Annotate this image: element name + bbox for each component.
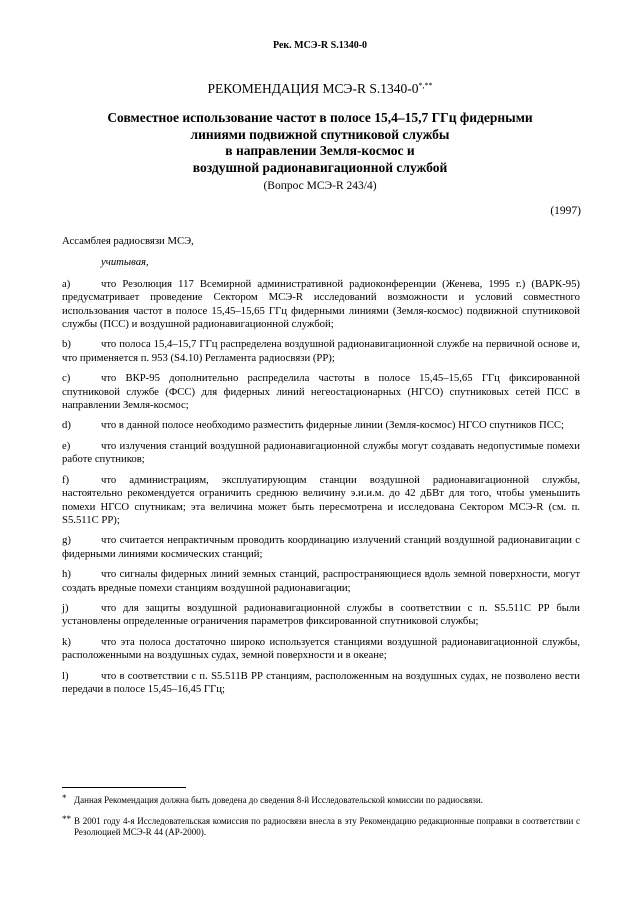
item-text: что для защиты воздушной радионавигационной службы в соответствии с п. S5.511C РР были установлены определенные ограничения параметров фиксированной спутниковой службы; [62,601,580,628]
year: (1997) [550,205,581,217]
considering-items [62,278,580,697]
item-letter: d) [62,419,71,432]
item-text: что сигналы фидерных линий земных станций, распространяющиеся вдоль земной поверхности, могут создать вредные помехи станциям воздушной радионавигации; [62,568,580,594]
considering-item [62,534,580,561]
considering-item [62,568,580,595]
item-letter: l) [62,669,69,682]
footnote-text: Данная Рекомендация должна быть доведена до сведения 8-й Исследовательской комиссии по радиосвязи. [74,795,483,805]
considering-item [62,338,580,365]
considering-heading: учитывая, [101,256,149,269]
question-reference: (Вопрос МСЭ-R 243/4) [263,180,377,192]
item-letter: h) [62,568,71,581]
item-text: что ВКР-95 дополнительно распределила частоты в полосе 15,45–15,65 ГГц фиксированной спутниковой службе (ФСС) для фидерных линий негеостационарных (НГСО) спутниковых сетей ПСС в направлении Земля-космос; [62,372,580,412]
main-title-line: линиями подвижной спутниковой службы [190,126,450,142]
considering-item [62,440,580,467]
item-letter: e) [62,439,71,452]
considering-item [62,602,580,629]
footnote-marks: *,** [418,81,433,90]
considering-item [62,670,580,697]
recommendation-title-text: РЕКОМЕНДАЦИЯ МСЭ-R S.1340-0 [207,81,419,96]
item-text: что считается непрактичным проводить координацию излучений станций воздушной радионавигации с фидерными линиями космических станций; [62,534,580,560]
item-text: что Резолюция 117 Всемирной административной радиоконференции (Женева, 1995 г.) (ВАРК-95) предусматривает проведение Сектором МСЭ-R исследований возможности и условий совместного использования частот в полосе 15,45–15,65 ГГц фидерными линиями (Земля-космос) подвижной спутниковой службы (ПСС) и воздушной радионавигационной службой; [62,277,580,331]
considering-item [62,419,580,432]
item-letter: j) [62,601,69,614]
assembly-line: Ассамблея радиосвязи МСЭ, [62,235,194,247]
footnote-list [62,795,580,839]
item-letter: b) [62,338,71,351]
main-title-line: в направлении Земля-космос и [225,143,415,158]
considering-item [62,278,580,332]
item-letter: c) [62,372,71,385]
item-letter: f) [62,473,70,486]
footnote-divider [62,787,186,788]
footnote [62,813,580,839]
running-header: Рек. МСЭ-R S.1340-0 [272,40,368,51]
footnote-text: В 2001 году 4-я Исследовательская комиссия по радиосвязи внесла в эту Рекомендацию редакционные поправки в соответствии с Резолюцией МСЭ-R 44 (АР-2000). [74,815,580,837]
considering-item [62,474,580,528]
item-text: что излучения станций воздушной радионавигационной службы могут создавать недопустимые помехи работе спутников; [62,439,580,466]
item-letter: g) [62,534,71,547]
item-text: что в данной полосе необходимо разместить фидерные линии (Земля-космос) НГСО спутников ПСС; [101,419,564,432]
footnote-mark: * [62,793,67,803]
considering-item [62,372,580,412]
item-text: что эта полоса достаточно широко используется станциями воздушной радионавигационной службы, расположенными на воздушных судах, земной поверхности и в океане; [62,635,580,662]
document-body [62,235,580,703]
considering-item [62,636,580,663]
footnote-mark: ** [62,813,71,824]
footnote [62,795,580,807]
recommendation-title [0,81,640,97]
item-letter: k) [62,635,71,648]
item-text: что полоса 15,4–15,7 ГГц распределена воздушной радионавигационной службе на первичной основе и, что применяется п. 953 (S4.10) Регламента радиосвязи (РР); [62,338,580,364]
item-text: что в соответствии с п. S5.511B РР станциям, расположенным на воздушных судах, не позволено вести передачи в полосе 15,45–16,45 ГГц; [62,669,580,695]
main-title-line: воздушной радионавигационной службой [192,159,448,175]
main-title [60,110,580,176]
footnotes [62,787,580,848]
item-letter: a) [62,277,71,290]
item-text: что администрациям, эксплуатирующим станции воздушной радионавигационной службы, настоятельно рекомендуется ограничить среднюю величину э.и.и.м. до 42 дБВт для того, чтобы уменьшить помехи НГСО спутникам; эта величина может быть пересмотрена и исследована Сектором МСЭ-R (см. п. S5.511C РР); [62,473,580,526]
main-title-line: Совместное использование частот в полосе 15,4–15,7 ГГц фидерными [107,110,533,125]
